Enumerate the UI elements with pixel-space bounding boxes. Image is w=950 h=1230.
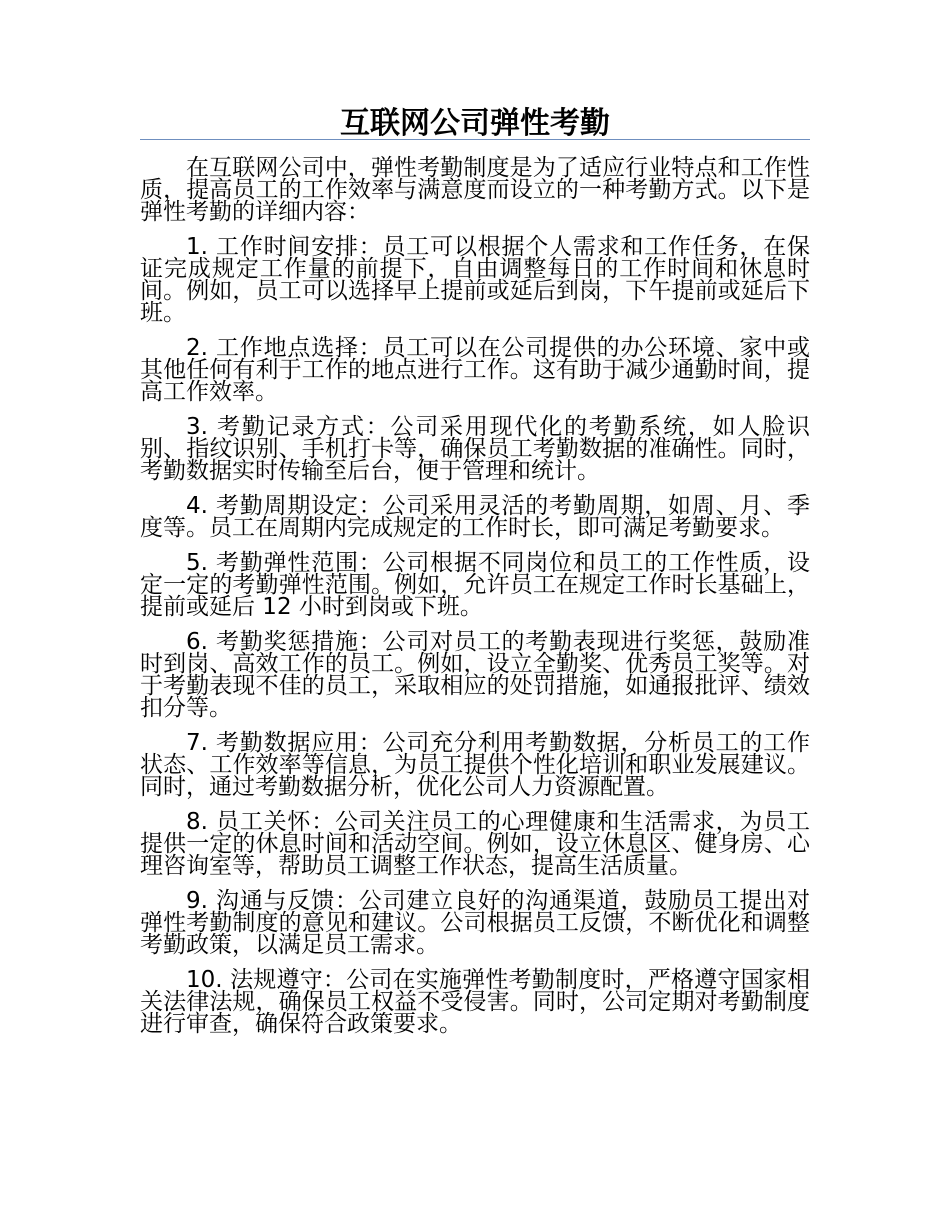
- paragraph-rewards-penalties: 6. 考勤奖惩措施：公司对员工的考勤表现进行奖惩，鼓励准时到岗、高效工作的员工。例如，设立全勤奖、优秀员工奖等。对于考勤表现不佳的员工，采取相应的处罚措施，如通报批评、绩效扣分等。: [140, 629, 810, 721]
- title-underline: [140, 139, 810, 140]
- paragraph-communication: 9. 沟通与反馈：公司建立良好的沟通渠道，鼓励员工提出对弹性考勤制度的意见和建议。公司根据员工反馈，不断优化和调整考勤政策，以满足员工需求。: [140, 888, 810, 958]
- paragraph-compliance: 10. 法规遵守：公司在实施弹性考勤制度时，严格遵守国家相关法律法规，确保员工权益不受侵害。同时，公司定期对考勤制度进行审查，确保符合政策要求。: [140, 967, 810, 1037]
- paragraph-flex-range: 5. 考勤弹性范围：公司根据不同岗位和员工的工作性质，设定一定的考勤弹性范围。例如，允许员工在规定工作时长基础上，提前或延后 12 小时到岗或下班。: [140, 550, 810, 620]
- paragraph-employee-care: 8. 员工关怀：公司关注员工的心理健康和生活需求，为员工提供一定的休息时间和活动空间。例如，设立休息区、健身房、心理咨询室等，帮助员工调整工作状态，提高生活质量。: [140, 809, 810, 879]
- intro-paragraph: 在互联网公司中，弹性考勤制度是为了适应行业特点和工作性质，提高员工的工作效率与满意度而设立的一种考勤方式。以下是弹性考勤的详细内容：: [140, 155, 810, 225]
- paragraph-work-schedule: 1. 工作时间安排：员工可以根据个人需求和工作任务，在保证完成规定工作量的前提下，自由调整每日的工作时间和休息时间。例如，员工可以选择早上提前或延后到岗，下午提前或延后下班。: [140, 234, 810, 326]
- paragraph-data-usage: 7. 考勤数据应用：公司充分利用考勤数据，分析员工的工作状态、工作效率等信息，为员工提供个性化培训和职业发展建议。同时，通过考勤数据分析，优化公司人力资源配置。: [140, 730, 810, 800]
- paragraph-attendance-cycle: 4. 考勤周期设定：公司采用灵活的考勤周期，如周、月、季度等。员工在周期内完成规定的工作时长，即可满足考勤要求。: [140, 493, 810, 541]
- document-title: 互联网公司弹性考勤: [340, 106, 610, 141]
- document-body: [140, 157, 810, 1048]
- paragraph-attendance-recording: 3. 考勤记录方式：公司采用现代化的考勤系统，如人脸识别、指纹识别、手机打卡等，确保员工考勤数据的准确性。同时，考勤数据实时传输至后台，便于管理和统计。: [140, 414, 810, 484]
- paragraph-work-location: 2. 工作地点选择：员工可以在公司提供的办公环境、家中或其他任何有利于工作的地点进行工作。这有助于减少通勤时间，提高工作效率。: [140, 335, 810, 405]
